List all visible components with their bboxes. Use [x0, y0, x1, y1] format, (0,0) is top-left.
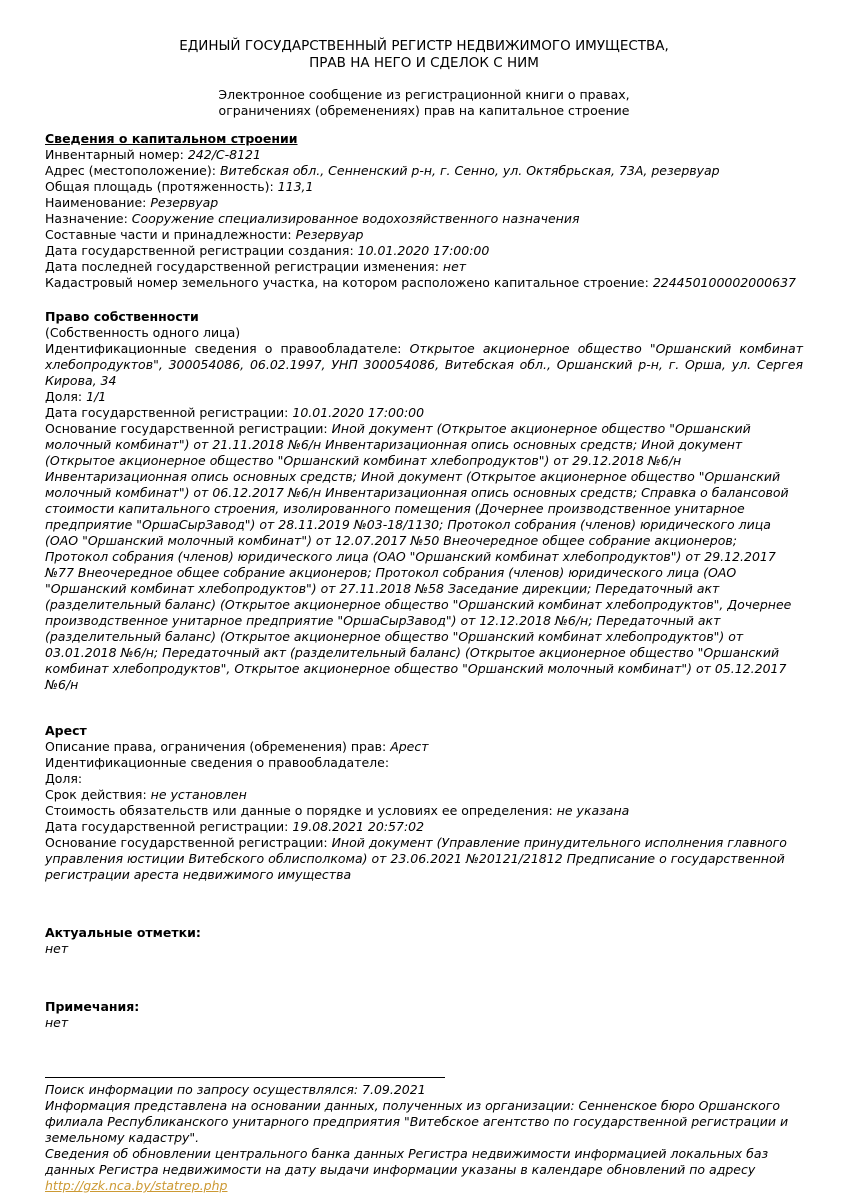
- field-value: не установлен: [150, 787, 247, 802]
- field-value: Витебская обл., Сенненский р-н, г. Сенно, ул. Октябрьская, 73А, резервуар: [219, 163, 720, 178]
- field-value: Арест: [390, 739, 429, 754]
- field-row-share: [45, 771, 803, 787]
- field-row-components: [45, 227, 803, 243]
- footer-divider-line: [45, 1077, 445, 1079]
- document-subtitle-line-1: Электронное сообщение из регистрационной книги о правах,: [218, 87, 630, 102]
- field-row-holder-info: [45, 755, 803, 771]
- ownership-holder-paragraph: [45, 341, 803, 389]
- section-actual-marks-heading: Актуальные отметки:: [45, 925, 201, 940]
- field-label: Дата государственной регистрации:: [45, 819, 289, 834]
- field-label: Общая площадь (протяженность):: [45, 179, 274, 194]
- footer-source-line: Информация представлена на основании данных, полученных из организации: Сенненское бюро Оршанского филиала Республиканского унитарного предприятия "Витебское агентство по государственной регистрации и земельному кадастру".: [45, 1098, 789, 1145]
- field-row-total-area: [45, 179, 803, 195]
- ownership-basis-paragraph: [45, 421, 803, 693]
- field-label: Доля:: [45, 771, 83, 786]
- notes-value: нет: [45, 1015, 69, 1030]
- field-value: 242/C-8121: [187, 147, 261, 162]
- field-label: Стоимость обязательств или данные о порядке и условиях ее определения:: [45, 803, 553, 818]
- field-row-right-description: [45, 739, 803, 755]
- field-value: Иной документ (Открытое акционерное общество "Оршанский молочный комбинат") от 21.11.2018 №6/н Инвентаризационная опись основных средств; Иной документ (Открытое акционерное общество "Оршанский комбинат хлебопродуктов") от 29.12.2018 №6/н Инвентаризационная опись основных средств; Иной документ (Открытое акционерное общество "Оршанский молочный комбинат") от 06.12.2017 №6/н Инвентаризационная опись основных средств; Справка о балансовой стоимости капитального строения, изолированного помещения (Дочернее производственное унитарное предприятие "ОршаСырЗавод") от 28.11.2019 №03-18/1130; Протокол собрания (членов) юридического лица (ОАО "Оршанский молочный комбинат") от 12.07.2017 №50 Внеочередное общее собрание акционеров; Протокол собрания (членов) юридического лица (ОАО "Оршанский комбинат хлебопродуктов") от 29.12.2017 №77 Внеочередное общее собрание акционеров; Протокол собрания (членов) юридического лица (ОАО "Оршанский комбинат хлебопродуктов") от 27.11.2018 №58 Заседание дирекции; Передаточный акт (разделительный баланс) (Открытое акционерное общество "Оршанский комбинат хлебопродуктов", Дочернее производственное унитарное предприятие "ОршаСырЗавод") от 12.12.2018 №6/н; Передаточный акт (разделительный баланс) (Открытое акционерное общество "Оршанский комбинат хлебопродуктов") от 03.01.2018 №6/н; Передаточный акт (разделительный баланс) (Открытое акционерное общество "Оршанский комбинат хлебопродуктов", Открытое акционерное общество "Оршанский молочный комбинат") от 05.12.2017 №6/н: [45, 421, 792, 692]
- field-value: 113,1: [277, 179, 314, 194]
- field-label: Инвентарный номер:: [45, 147, 184, 162]
- field-label: Дата последней государственной регистрации изменения:: [45, 259, 439, 274]
- field-label: Срок действия:: [45, 787, 147, 802]
- section-ownership-heading: Право собственности: [45, 309, 199, 324]
- section-building-info: [45, 131, 803, 291]
- footer-search-date-line: Поиск информации по запросу осуществлялся: 7.09.2021: [45, 1082, 426, 1097]
- field-label: Дата государственной регистрации:: [45, 405, 289, 420]
- document-title: [45, 38, 803, 72]
- field-row-address: [45, 163, 803, 179]
- field-row-creation-registration-date: [45, 243, 803, 259]
- field-label: Назначение:: [45, 211, 128, 226]
- field-value: 10.01.2020 17:00:00: [357, 243, 490, 258]
- field-value: Резервуар: [295, 227, 364, 242]
- arrest-basis-paragraph: [45, 835, 803, 883]
- field-row-inventory-number: [45, 147, 803, 163]
- field-label: Кадастровый номер земельного участка, на котором расположено капитальное строение:: [45, 275, 649, 290]
- field-label: Основание государственной регистрации:: [45, 835, 328, 850]
- field-row-cadastral-number: [45, 275, 803, 291]
- field-row-validity-period: [45, 787, 803, 803]
- actual-marks-value: нет: [45, 941, 69, 956]
- field-value: 19.08.2021 20:57:02: [292, 819, 425, 834]
- statrep-link[interactable]: http://gzk.nca.by/statrep.php: [45, 1178, 228, 1193]
- field-label: Описание права, ограничения (обременения) прав:: [45, 739, 387, 754]
- field-row-purpose: [45, 211, 803, 227]
- field-value: Открытое акционерное общество "Оршанский комбинат хлебопродуктов", 300054086, 06.02.1997, УНП 300054086, Витебская обл., Оршанский р-н, г. Орша, ул. Сергея Кирова, 34: [45, 341, 803, 388]
- field-value: 224450100002000637: [652, 275, 796, 290]
- document-subtitle: [45, 87, 803, 119]
- field-label: Основание государственной регистрации:: [45, 421, 328, 436]
- footer-link-line: [45, 1178, 803, 1194]
- section-notes: [45, 999, 803, 1031]
- field-value: Иной документ (Управление принудительного исполнения главного управления юстиции Витебского облисполкома) от 23.06.2021 №20121/21812 Предписание о государственной регистрации ареста недвижимого имущества: [45, 835, 787, 882]
- document-subtitle-line-2: ограничениях (обременениях) прав на капитальное строение: [218, 103, 630, 118]
- field-row-registration-date: [45, 819, 803, 835]
- field-row-obligations-value: [45, 803, 803, 819]
- field-row-registration-date: [45, 405, 803, 421]
- field-value: не указана: [556, 803, 630, 818]
- field-row-share: [45, 389, 803, 405]
- field-label: Составные части и принадлежности:: [45, 227, 292, 242]
- field-label: Идентификационные сведения о правообладателе:: [45, 341, 402, 356]
- field-label: Доля:: [45, 389, 83, 404]
- section-arrest: [45, 723, 803, 883]
- document-title-line-1: ЕДИНЫЙ ГОСУДАРСТВЕННЫЙ РЕГИСТР НЕДВИЖИМОГО ИМУЩЕСТВА,: [179, 38, 669, 54]
- field-label: Наименование:: [45, 195, 147, 210]
- field-value: 10.01.2020 17:00:00: [292, 405, 425, 420]
- section-building-heading: Сведения о капитальном строении: [45, 131, 298, 146]
- field-label: Идентификационные сведения о правообладателе:: [45, 755, 390, 770]
- ownership-subheading: (Собственность одного лица): [45, 325, 241, 340]
- document-title-line-2: ПРАВ НА НЕГО И СДЕЛОК С НИМ: [309, 55, 539, 71]
- field-label: Адрес (местоположение):: [45, 163, 216, 178]
- field-label: Дата государственной регистрации создания:: [45, 243, 354, 258]
- section-notes-heading: Примечания:: [45, 999, 140, 1014]
- field-row-name: [45, 195, 803, 211]
- section-arrest-heading: Арест: [45, 723, 87, 738]
- section-ownership: [45, 309, 803, 693]
- section-actual-marks: [45, 925, 803, 957]
- field-value: Сооружение специализированное водохозяйственного назначения: [131, 211, 580, 226]
- footer-update-note-line: Сведения об обновлении центрального банка данных Регистра недвижимости информацией локальных баз данных Регистра недвижимости на дату выдачи информации указаны в календаре обновлений по адресу: [45, 1146, 769, 1177]
- field-row-last-change-registration-date: [45, 259, 803, 275]
- field-value: Резервуар: [150, 195, 219, 210]
- field-value: 1/1: [86, 389, 107, 404]
- field-value: нет: [442, 259, 467, 274]
- document-footer: [45, 1077, 803, 1194]
